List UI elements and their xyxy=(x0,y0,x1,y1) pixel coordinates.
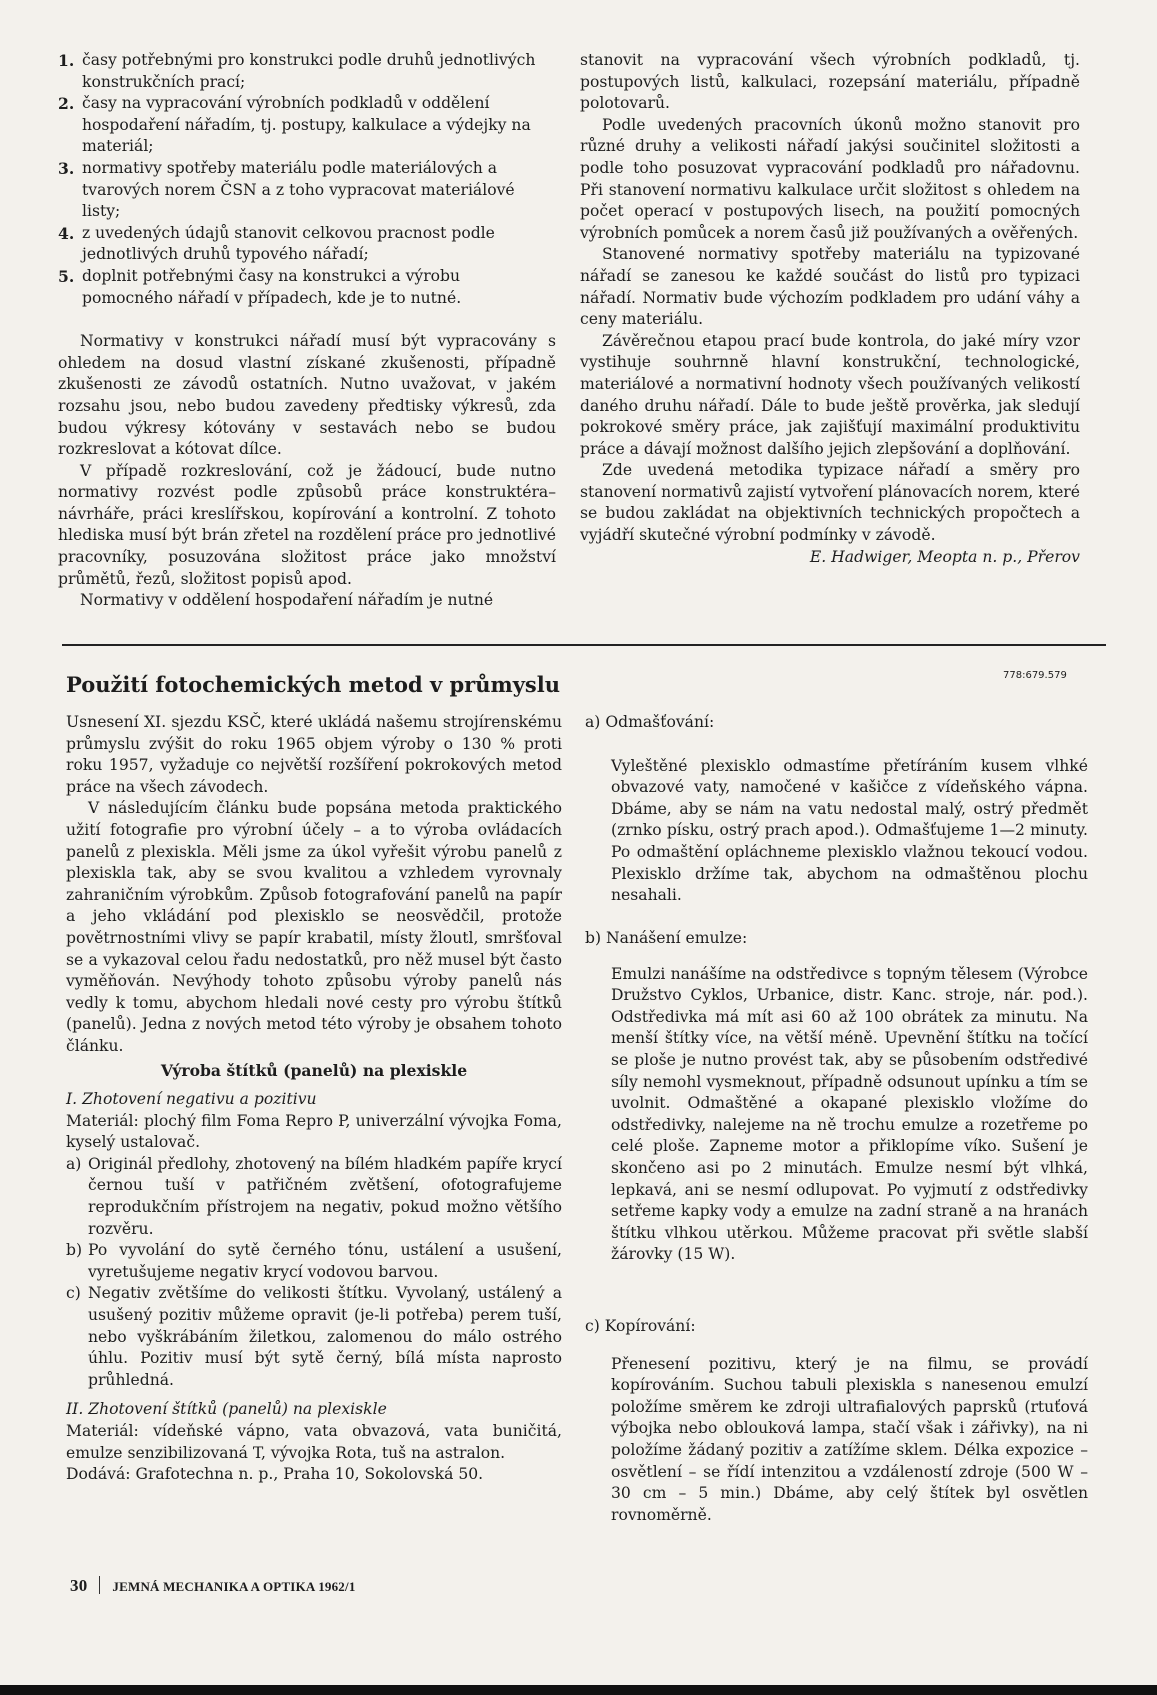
step-list xyxy=(66,1154,562,1392)
list-label: c) xyxy=(66,1284,81,1303)
scan-edge xyxy=(0,1685,1157,1695)
list-item xyxy=(66,1240,562,1283)
procedure-section xyxy=(585,1316,1088,1526)
list-item xyxy=(58,50,556,93)
top-left-column xyxy=(58,50,556,612)
procedure-heading: a) Odmašťování: xyxy=(585,713,715,731)
list-item-text: časy na vypracování výrobních podkladů v oddělení hospodaření nářadím, tj. postupy, kalkulace a výdejky na materiál; xyxy=(82,94,531,156)
paragraph: Usnesení XI. sjezdu KSČ, které ukládá našemu strojírenskému průmyslu zvýšit do roku 1965 objem výroby o 130 % proti roku 1957, vyžaduje co největší rozšíření pokrokových metod práce na všech závodech. xyxy=(66,713,562,796)
list-item-text: Po vyvolání do sytě černého tónu, ustálení a usušení, vyretušujeme negativ krycí vodovou barvou. xyxy=(88,1241,562,1281)
list-item-text: Negativ zvětšíme do velikosti štítku. Vyvolaný, ustálený a usušený pozitiv můžeme opravit (je-li potřeba) perem tuší, nebo vyškrábáním žiletkou, zalomenou do málo ostrého úhlu. Pozitiv musí být sytě černý, bílá místa naprosto průhledná. xyxy=(88,1284,562,1389)
top-right-column xyxy=(580,50,1080,568)
procedure-body: Vyleštěné plexisklo odmastíme přetíráním kusem vlhké obvazové vaty, namočené v kašičce z vídeňského vápna. Dbáme, aby se nám na vatu nedostal malý, ostrý předmět (zrnko písku, ostrý prach apod.). Odmašťujeme 1—2 minuty. Po odmaštění opláchneme plexisklo vlažnou tekoucí vodou. Plexisklo držíme tak, abychom na odmaštěnou plochu nesahali. xyxy=(611,756,1088,905)
page-number: 30 xyxy=(70,1576,88,1595)
list-item-text: Originál předlohy, zhotovený na bílém hladkém papíře krycí černou tuší v patřičném zvětšení, ofotografujeme reprodukčním přístrojem na negativ, pokud možno většího rozvěru. xyxy=(88,1154,562,1238)
procedure-body: Emulzi nanášíme na odstředivce s topným tělesem (Výrobce Družstvo Cyklos, Urbanice, distr. Kanc. stroje, nár. pod.). Odstředivka má mít asi 60 až 100 obrátek za minutu. Na menší štítky více, na větší méně. Upevnění štítku na točící se ploše je nutno provést tak, aby se působením odstředivé síly nemohl vysmeknout, případně odsunout upínku a tím se uvolnit. Odmaštěné a okapané plexisklo vložíme do odstředivky, nalejeme na ně trochu emulze a rozetřeme po celé ploše. Zapneme motor a přiklopíme víko. Sušení je skončeno asi po 2 minutách. Emulze nesmí být vlhká, lepkavá, ani se nesmí odlupovat. Po vyjmutí z odstředivky setřeme kapky vody a emulze na zadní straně a na hranách štítku vlhkou utěrkou. Můžeme pracovat při světle slabší žárovky (15 W). xyxy=(611,964,1088,1264)
section-title: I. Zhotovení negativu a pozitivu xyxy=(66,1090,317,1109)
list-item xyxy=(58,266,556,309)
list-number: 4. xyxy=(58,223,75,243)
section-subheading: Výroba štítků (panelů) na plexiskle xyxy=(160,1060,468,1080)
footer-separator xyxy=(99,1576,100,1594)
bottom-left-column xyxy=(66,712,562,1486)
procedure-heading: c) Kopírování: xyxy=(585,1317,696,1335)
paragraph: Normativy v konstrukci nářadí musí být vypracovány s ohledem na dosud vlastní získané zkušenosti, případně zkušenosti ze závodů ostatních. Nutno uvažovat, v jakém rozsahu jsou, nebo budou zavedeny předtisky výkresů, zda budou výkresy kótovány v sestavách nebo se budou rozkreslovat a kótovat dílce. xyxy=(58,332,556,459)
list-item-text: z uvedených údajů stanovit celkovou pracnost podle jednotlivých druhů typového nářadí; xyxy=(82,223,495,264)
paragraph: stanovit na vypracování všech výrobních podkladů, tj. postupových listů, kalkulaci, rozepsání materiálu, případně polotovarů. xyxy=(580,51,1080,113)
paragraph: Závěrečnou etapou prací bude kontrola, do jaké míry vzor vystihuje souhrnně hlavní konstrukční, technologické, materiálové a normativní hodnoty všech používaných velikostí daného druhu nářadí. Dále to bude ještě prověrka, jak sledují pokrokové směry práce, jak zajišťují maximální produktivitu práce a dávají možnost dalšího jejich zlepšování a doplňování. xyxy=(580,331,1080,458)
list-number: 1. xyxy=(58,51,75,70)
section-title: II. Zhotovení štítků (panelů) na plexiskle xyxy=(66,1400,387,1419)
author-signature: E. Hadwiger, Meopta n. p., Přerov xyxy=(809,547,1080,566)
paragraph: V následujícím článku bude popsána metoda praktického užití fotografie pro výrobní účely – a to výroba ovládacích panelů z plexiskla. Měli jsme za úkol vyřešit výrobu panelů z plexiskla tak, aby se svou kvalitou a vzhledem vyrovnaly zahraničním výrobkům. Způsob fotografování panelů na papír a jeho vkládání pod plexisklo se neosvědčil, protože povětrnostními vlivy se papír krabatil, místy žloutl, smršťoval se a vykazoval celou řadu nedostatků, pro něž musel být často vyměňován. Nevýhody tohoto způsobu výroby panelů nás vedly k tomu, abychom hledali nové cesty pro výrobu štítků (panelů). Jedna z nových metod této výroby je obsahem tohoto článku. xyxy=(66,799,562,1055)
list-item xyxy=(66,1283,562,1391)
journal-name: JEMNÁ MECHANIKA A OPTIKA 1962/1 xyxy=(112,1579,356,1594)
procedure-section xyxy=(585,712,1088,907)
section-divider xyxy=(62,644,1106,646)
article-title: Použití fotochemických metod v průmyslu xyxy=(66,672,560,697)
list-item xyxy=(66,1154,562,1240)
procedure-section xyxy=(585,928,1088,1266)
requirements-list xyxy=(58,50,556,309)
paragraph: Normativy v oddělení hospodaření nářadím je nutné xyxy=(80,591,494,610)
list-item xyxy=(58,93,556,158)
procedure-heading: b) Nanášení emulze: xyxy=(585,929,748,947)
supplier-line: Dodává: Grafotechna n. p., Praha 10, Sokolovská 50. xyxy=(66,1465,484,1484)
list-item-text: normativy spotřeby materiálu podle materiálových a tvarových norem ČSN a z toho vypracovat materiálové listy; xyxy=(82,158,515,221)
list-label: a) xyxy=(66,1154,82,1173)
list-item-text: časy potřebnými pro konstrukci podle druhů jednotlivých konstrukčních prací; xyxy=(82,51,536,91)
material-line: Materiál: plochý film Foma Repro P, univerzální vývojka Foma, kyselý ustalovač. xyxy=(66,1111,562,1152)
paragraph: Podle uvedených pracovních úkonů možno stanovit pro různé druhy a velikosti nářadí jakýsi součinitel složitosti a podle toho posuzovat vypracování podkladů pro nářadovnu. Při stanovení normativu kalkulace určit složitost s ohledem na počet operací v postupových lisech, na použití pomocných výrobních pomůcek a norem časů již používaných a ověřených. xyxy=(580,115,1080,242)
procedure-body: Přenesení pozitivu, který je na filmu, se provádí kopírováním. Suchou tabuli plexiskla s nanesenou emulzí položíme směrem ke zdroji ultrafialových paprsků (rtuťová výbojka nebo oblouková lampa, stačí však i zářivky), na ni položíme žádaný pozitiv a zatížíme sklem. Délka expozice – osvětlení – se řídí intenzitou a vzdáleností zdroje (500 W – 30 cm – 5 min.) Dbáme, aby celý štítek byl osvětlen rovnoměrně. xyxy=(611,1354,1088,1524)
paragraph: Zde uvedená metodika typizace nářadí a směry pro stanovení normativů zajistí vytvoření plánovacích norem, které se budou zakládat na objektivních technických propočtech a vyjádří skutečné výrobní podmínky v závodě. xyxy=(580,461,1080,545)
list-item xyxy=(58,158,556,223)
list-item xyxy=(58,223,556,266)
paragraph: V případě rozkreslování, což je žádoucí, bude nutno normativy rozvést podle způsobů práce konstruktéra–návrháře, práci kreslířskou, kopírování a kontrolní. Z tohoto hlediska musí být brán zřetel na rozdělení práce pro jednotlivé pracovníky, posuzována složitost práce jako množství průmětů, řezů, složitost popisů apod. xyxy=(58,461,556,588)
page-footer xyxy=(70,1576,356,1596)
list-number: 5. xyxy=(58,266,75,286)
material-line: Materiál: vídeňské vápno, vata obvazová, vata buničitá, emulze senzibilizovaná T, vývojka Rota, tuš na astralon. xyxy=(66,1422,562,1462)
list-item-text: doplnit potřebnými časy na konstrukci a výrobu pomocného nářadí v případech, kde je to nutné. xyxy=(82,266,462,307)
list-number: 2. xyxy=(58,94,75,114)
udc-code: 778:679.579 xyxy=(1003,670,1067,681)
list-number: 3. xyxy=(58,158,75,178)
list-label: b) xyxy=(66,1241,83,1260)
paragraph: Stanovené normativy spotřeby materiálu na typizované nářadí se zanesou ke každé součást do listů pro typizaci nářadí. Normativ bude výchozím podkladem pro udání váhy a ceny materiálu. xyxy=(580,245,1080,329)
